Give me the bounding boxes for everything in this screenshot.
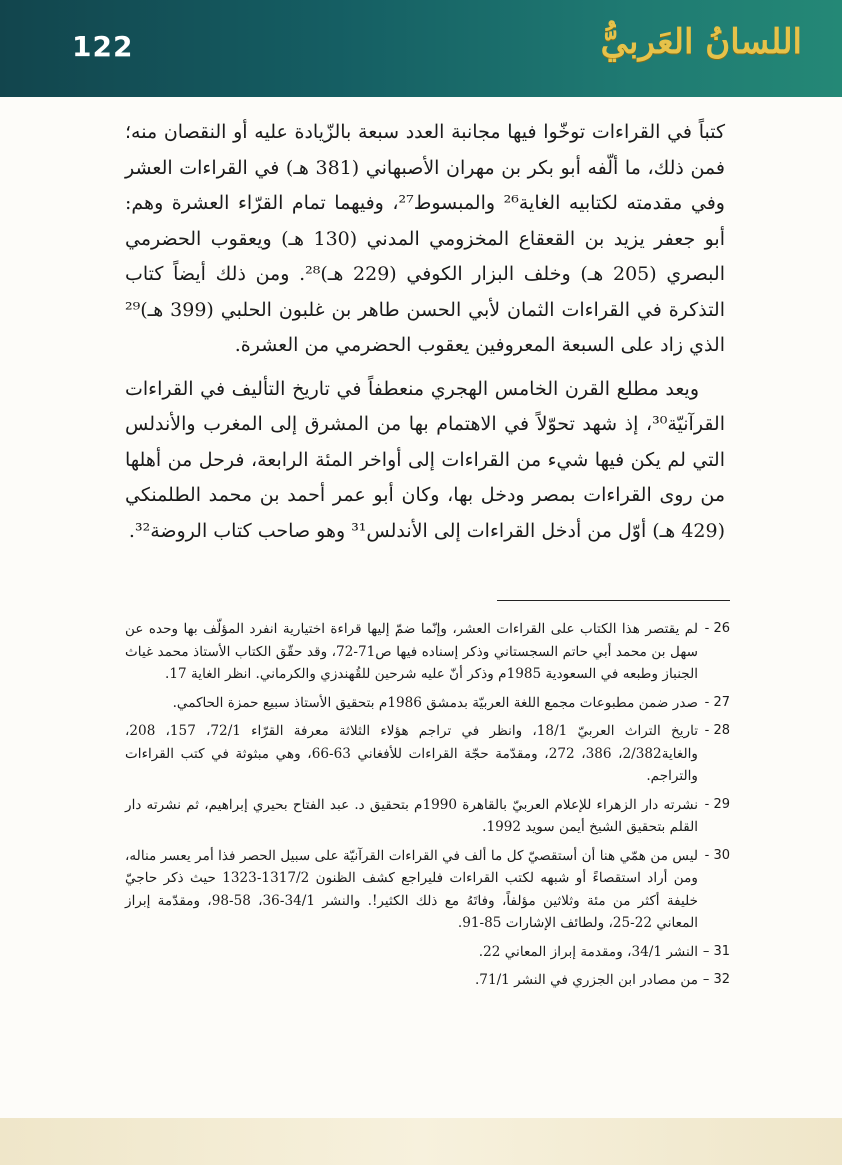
page-number: 122 (72, 30, 134, 63)
footnote-text: نشرته دار الزهراء للإعلام العربيّ بالقاهرة 1990م بتحقيق د. عبد الفتاح بحيري إبراهيم، ثم نشرته دار القلم بتحقيق الشيخ أيمن سويد 1992. (125, 796, 699, 835)
footnote-text: لم يقتصر هذا الكتاب على القراءات العشر، وإنّما ضمّ إليها قراءة اختيارية انفرد المؤلّف بها وحده عن سهل بن محمد أبي حاتم السجستاني وذكر إسناده فيها ص71-72، وقد حقّق الكتاب الأستاذ محمد غياث الجنباز وطبعه في السعودية 1985م وذكر أنّ عليه شرحين للقُهندزي والكرماني. انظر الغاية 17. (125, 621, 699, 682)
body-paragraph-2: ويعد مطلع القرن الخامس الهجري منعطفاً في تاريخ التأليف في القراءات القرآنيّة³⁰، إذ شهد تحوّلاً في الاهتمام بها من المشرق إلى المغرب والأندلس التي لم يكن فيها شيء من القراءات إلى أواخر المئة الرابعة، فرحل من أهلها من روى القراءات بمصر ودخل بها، وكان أبو عمر أحمد بن محمد الطلمنكي (429 هـ) أوّل من أدخل القراءات إلى الأندلس³¹ وهو صاحب كتاب الروضة³². (125, 377, 725, 542)
footnote-29 (125, 794, 730, 839)
footnote-number: 30 - (704, 847, 730, 863)
footnote-text: من مصادر ابن الجزري في النشر 71/1. (474, 972, 698, 988)
footnote-separator (497, 600, 730, 601)
footnote-number: 31 – (702, 943, 730, 959)
footnote-32 (125, 969, 730, 992)
footnote-28 (125, 720, 730, 788)
footnote-text: تاريخ التراث العربيّ 18/1، وانظر في تراجم هؤلاء الثلاثة معرفة القرّاء 72/1، 157، 208، والغاية2/382، 386، 272، ومقدّمة حجّة القراءات للأفغاني 63-66، وهي مبثوثة في كتب القراءات والتراجم. (125, 723, 699, 784)
journal-logo: اللسانُ العَربيُّ (600, 22, 802, 62)
footnote-text: ليس من همّي هنا أن أستقصيّ كل ما ألف في القراءات القرآنيّة على سبيل الحصر فذا أمر يعسر مناله، ومن أراد استقصاءً أو شبهه لكتب القراءات فليراجع كشف الظنون 1317/2-1323 حيث ذكر حاجيّ خليفة أكثر من مئة وثلاثين مؤلفاً، وفاتَهُ مع ذلك الكثير!. والنشر 34/1-36، 58-98، ومقدّمة إبراز المعاني 22-25، ولطائف الإشارات 85-91. (125, 847, 698, 931)
footnote-number: 29 - (704, 796, 730, 812)
footnote-text: النشر 34/1، ومقدمة إبراز المعاني 22. (478, 943, 698, 960)
page-header (0, 0, 842, 97)
footnote-30 (125, 845, 730, 935)
footnote-text: صدر ضمن مطبوعات مجمع اللغة العربيّة بدمشق 1986م بتحقيق الأستاذ سبيع حمزة الحاكمي. (172, 694, 698, 711)
body-paragraph-1: كتباً في القراءات توخّوا فيها مجانبة العدد سبعة بالزّيادة عليه أو النقصان منه؛ فمن ذلك، ما ألّفه أبو بكر بن مهران الأصبهاني (381 هـ) في القراءات العشر وفي مقدمته لكتابيه الغاية²⁶ والمبسوط²⁷، وفيهما تمام القرّاء العشرة وهم: أبو جعفر يزيد بن القعقاع المخزومي المدني (130 هـ) ويعقوب الحضرمي البصري (205 هـ) وخلف البزار الكوفي (229 هـ)²⁸. ومن ذلك أيضاً كتاب التذكرة في القراءات الثمان لأبي الحسن طاهر بن غلبون الحلبي (399 هـ)²⁹ الذي زاد على السبعة المعروفين يعقوب الحضرمي من العشرة. (125, 121, 725, 356)
main-text (125, 115, 725, 549)
footnote-number: 32 – (702, 972, 730, 987)
page-footer-band (0, 1118, 842, 1165)
footnote-number: 28 - (704, 723, 730, 738)
footnote-26 (125, 618, 730, 686)
footnote-number: 27 - (704, 694, 730, 710)
footnotes (125, 618, 730, 998)
footnote-31 (125, 941, 730, 964)
footnote-number: 26 - (704, 621, 730, 636)
footnote-27 (125, 692, 730, 715)
